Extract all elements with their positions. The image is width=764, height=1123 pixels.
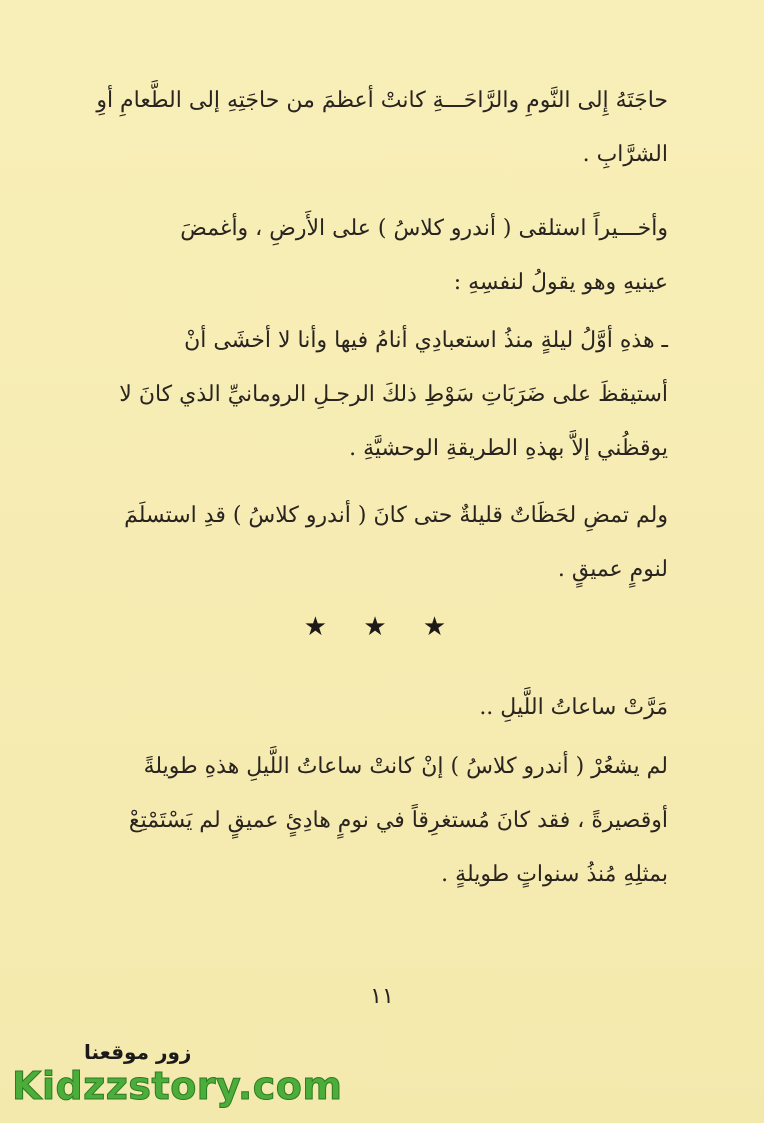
text-line: وأخـــيراً استلقى ( أندرو كلاسُ ) على الأَرضِ ، وأغمضَ [180, 216, 668, 241]
text-line: ـ هذهِ أوَّلُ ليلةٍ منذُ استعبادِي أنامُ فيها وأنا لا أخشَى أنْ [184, 328, 668, 353]
watermark-tagline: زور موقعنا [84, 1040, 192, 1064]
paragraph-3 [96, 314, 668, 476]
text-line: لم يشعُرْ ( أندرو كلاسُ ) إنْ كانتْ ساعاتُ اللَّيلِ هذهِ طويلةً [143, 754, 668, 779]
paragraph-1 [96, 74, 668, 182]
text-line: أوقصيرةً ، فقد كانَ مُستغرِقاً في نومٍ هادِئٍ عميقٍ لم يَسْتَمْتِعْ [128, 808, 668, 833]
text-line: حاجَتَهُ إِلى النَّومِ والرَّاحَـــةِ كانتْ أعظمَ من حاجَتِهِ إلى الطَّعامِ أوِ [96, 88, 668, 113]
page-number: ١١ [370, 984, 394, 1009]
text-line: ولم تمضِ لحَظَاتٌ قليلةٌ حتى كانَ ( أندرو كلاسُ ) قدِ استسلَمَ [124, 503, 668, 528]
paragraph-4 [96, 489, 668, 597]
text-line: عينيهِ وهو يقولُ لنفسِهِ : [453, 270, 668, 295]
text-line: يوقظُني إلاَّ بهذهِ الطريقةِ الوحشيَّةِ . [349, 436, 668, 461]
text-line: لنومٍ عميقٍ . [557, 557, 668, 582]
text-line: مَرَّتْ ساعاتُ اللَّيلِ .. [479, 695, 668, 720]
paragraph-5 [96, 681, 668, 735]
paragraph-2 [96, 202, 668, 310]
watermark-site-logo[interactable]: Kidzzstory.com [12, 1064, 343, 1108]
text-line: أستيقظَ على ضَرَبَاتِ سَوْطِ ذلكَ الرجـلِ الرومانيِّ الذي كانَ لا [119, 382, 668, 407]
text-line: بمثلِهِ مُنذُ سنواتٍ طويلةٍ . [441, 862, 668, 887]
paragraph-6 [96, 740, 668, 902]
section-separator-stars: ★ ★ ★ [303, 612, 461, 642]
text-line: الشرَّابِ . [582, 142, 668, 167]
